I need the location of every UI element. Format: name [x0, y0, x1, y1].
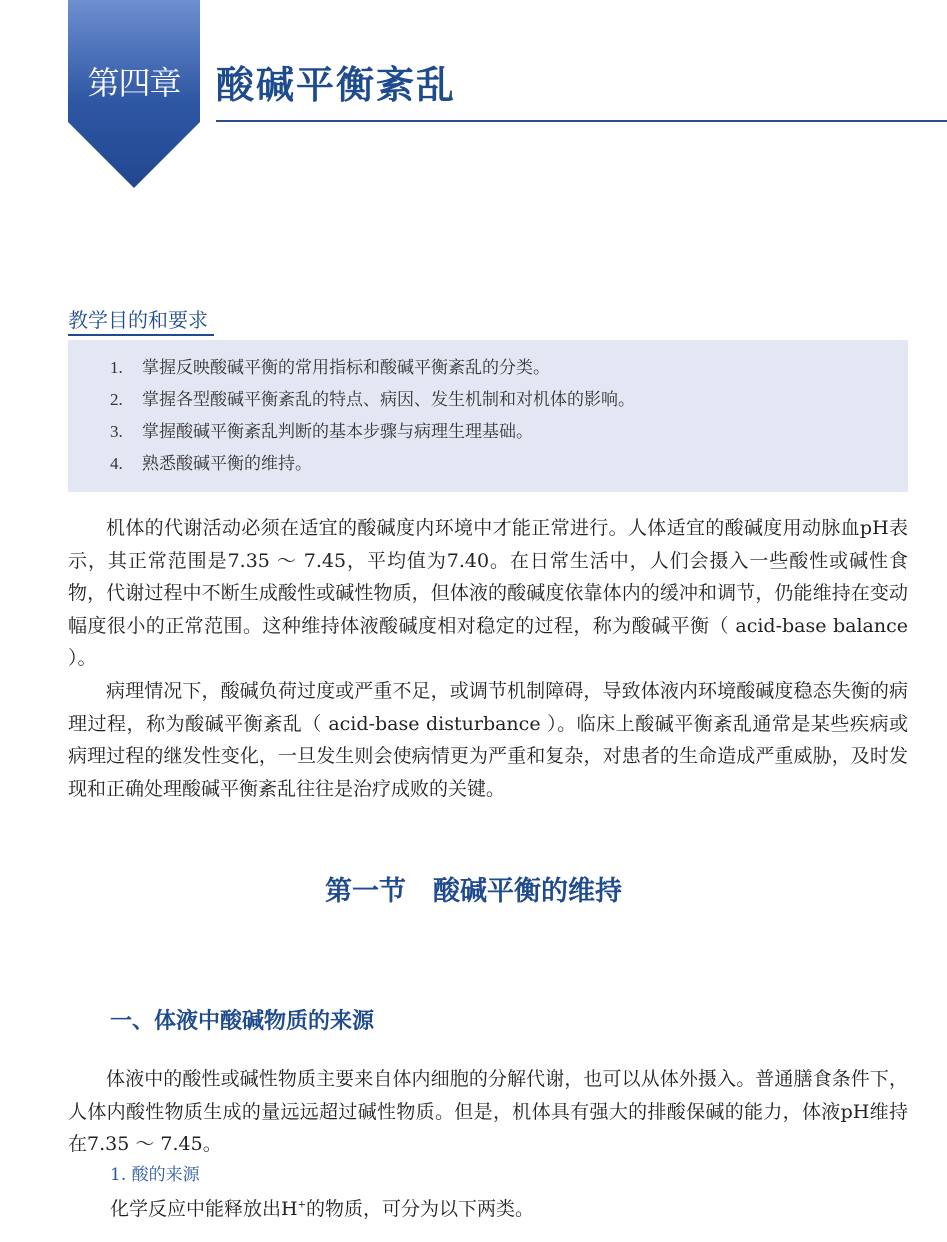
- acid-source-text-after: 的物质，可分为以下两类。: [305, 1198, 534, 1220]
- objective-item: [110, 448, 635, 480]
- section-title: 第一节 酸碱平衡的维持: [325, 876, 622, 907]
- chapter-title: 酸碱平衡紊乱: [216, 62, 457, 107]
- objective-number: 3.: [110, 422, 123, 441]
- hydrogen-charge: +: [297, 1199, 306, 1211]
- objective-number: 2.: [110, 390, 123, 409]
- objective-text: 掌握酸碱平衡紊乱判断的基本步骤与病理生理基础。: [142, 422, 533, 442]
- objective-text: 掌握反映酸碱平衡的常用指标和酸碱平衡紊乱的分类。: [142, 358, 550, 378]
- acid-source-heading: 1. 酸的来源: [110, 1165, 200, 1185]
- acid-source-intro: [110, 1193, 534, 1225]
- objective-item: [110, 352, 635, 384]
- intro-paragraph-2: 病理情况下，酸碱负荷过度或严重不足，或调节机制障碍，导致体液内环境酸碱度稳态失衡的病理过程，称为酸碱平衡紊乱（ acid-base disturbance ）。临床上酸碱平衡紊乱通常是某些疾病或病理过程的继发性变化，一旦发生则会使病情更为严重和复杂，对患者的生命造成严重威胁，及时发现和正确处理酸碱平衡紊乱往往是治疗成败的关键。: [68, 680, 908, 800]
- objective-text: 掌握各型酸碱平衡紊乱的特点、病因、发生机制和对机体的影响。: [142, 390, 635, 410]
- subsection-paragraph: 体液中的酸性或碱性物质主要来自体内细胞的分解代谢，也可以从体外摄入。普通膳食条件下，人体内酸性物质生成的量远远超过碱性物质。但是，机体具有强大的排酸保碱的能力，体液pH维持在7.35 ～ 7.45。: [68, 1068, 908, 1155]
- objectives-list: [110, 352, 635, 480]
- chapter-banner: [68, 0, 200, 188]
- objective-number: 4.: [110, 454, 123, 473]
- objective-item: [110, 416, 635, 448]
- objectives-heading: 教学目的和要求: [68, 308, 208, 332]
- chapter-rule: [216, 120, 947, 122]
- objectives-underline: [68, 334, 214, 336]
- objective-text: 熟悉酸碱平衡的维持。: [142, 454, 312, 474]
- objective-number: 1.: [110, 358, 123, 377]
- acid-source-text-before: 化学反应中能释放出H: [110, 1198, 298, 1220]
- objective-item: [110, 384, 635, 416]
- chapter-number: 第四章: [87, 64, 181, 102]
- subsection-title: 一、体液中酸碱物质的来源: [110, 1008, 375, 1034]
- intro-paragraph-1: 机体的代谢活动必须在适宜的酸碱度内环境中才能正常进行。人体适宜的酸碱度用动脉血pH表示，其正常范围是7.35 ～ 7.45，平均值为7.40。在日常生活中，人们会摄入一些酸性或碱性食物，代谢过程中不断生成酸性或碱性物质，但体液的酸碱度依靠体内的缓冲和调节，仍能维持在变动幅度很小的正常范围。这种维持体液酸碱度相对稳定的过程，称为酸碱平衡（ acid-base balance ）。: [68, 517, 908, 669]
